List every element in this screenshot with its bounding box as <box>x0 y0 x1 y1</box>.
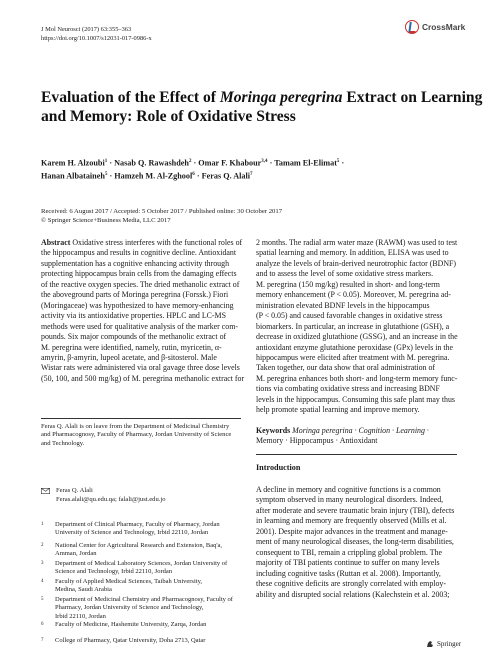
abstract-line: 2 months. The radial arm water maze (RAWM) was used to test <box>256 238 458 247</box>
corresponding-author: Feras Q. Alali <box>56 487 93 494</box>
abstract-line: spatial learning and memory. In addition, ELISA was used to <box>256 248 449 258</box>
affiliation-line: College of Pharmacy, Qatar University, Doha 2713, Qatar <box>55 637 206 644</box>
doi-link[interactable]: https://doi.org/10.1007/s12031-017-0986-x <box>41 35 152 42</box>
introduction-body <box>256 485 457 600</box>
author-affiliation-ref: 6 <box>192 172 195 178</box>
introduction-line: ability and disrupted social relations (Kalechstein et al. 2003; <box>256 589 450 599</box>
author-name: Hanan Albataineh <box>41 171 105 181</box>
publisher-name: Springer <box>437 640 462 648</box>
abstract-line: decrease in oxidized glutathione (GSSG), and an increase in the <box>256 332 458 342</box>
author-affiliation-ref: 5 <box>104 172 108 178</box>
author-name: Tamam El-Elimat <box>274 158 337 168</box>
affiliation-line: Department of Medical Laboratory Sciences, Jordan University of <box>55 560 228 567</box>
journal-citation: J Mol Neurosci (2017) 63:355–363 <box>41 26 132 33</box>
introduction-line: these cognitive deficits are strongly correlated with employ- <box>256 579 446 589</box>
abstract-line-text: amyrin, β-amyrin, lupeol acetate, and β-sitosterol. Male <box>41 352 217 362</box>
affiliation-number: 4 <box>41 579 44 584</box>
author-affiliation-ref: 1 <box>104 159 108 164</box>
affiliation-line: Faculty of Applied Medical Sciences, Taibah University, <box>55 578 203 585</box>
abstract <box>41 238 245 384</box>
abstract-line: biomarkers. In particular, an increase in glutathione (GSH), a <box>256 321 450 331</box>
abstract-line: tions via combating oxidative stress and increasing BDNF <box>256 384 440 394</box>
affiliation-item <box>41 637 241 645</box>
abstract-line-text: (50, 100, and 500 mg/kg) of M. peregrina methanolic extract for <box>41 373 245 383</box>
crossmark-icon <box>405 20 419 34</box>
author-affiliation-ref: 2 <box>188 159 192 164</box>
abstract-label: Abstract <box>41 238 71 247</box>
footnote <box>41 423 241 448</box>
abstract-line: Taken together, our data show that oral administration of <box>256 363 436 373</box>
abstract-line: hippocampus were elicited after treatment with M. peregrina. <box>256 352 450 362</box>
affiliation-line: Department of Medicinal Chemistry and Pharmacognosy, Faculty of <box>55 596 233 603</box>
crossmark-badge[interactable] <box>405 18 483 36</box>
abstract-line <box>41 311 241 321</box>
abstract-line-text: methods were used for qualitative analysis of the marker com- <box>41 321 238 331</box>
abstract-line: help promote spatial learning and improve memory. <box>256 405 420 415</box>
abstract-line <box>41 290 241 300</box>
author-separator: · <box>194 171 202 181</box>
abstract-line: memory enhancement (P < 0.05). Moreover, M. peregrina ad- <box>256 290 451 300</box>
affiliation-line: Irbid 22110, Jordan <box>55 612 106 620</box>
affiliation-item <box>41 578 241 595</box>
abstract-line-text: pounds. Six major compounds of the methanolic extract of <box>41 332 227 342</box>
introduction-line: after moderate and severe traumatic brain injury (TBI), defects <box>256 505 455 515</box>
introduction-line: 2001). Despite major advances in the treatment and manage- <box>256 526 448 536</box>
abstract-line <box>41 322 241 332</box>
footnote-line: and Technology. <box>41 439 85 447</box>
abstract-line <box>41 248 241 258</box>
abstract-line <box>41 259 241 269</box>
author-name: Omar F. Khabour <box>198 158 262 168</box>
author-separator: · <box>107 158 115 168</box>
affiliation-number: 2 <box>41 543 44 548</box>
affiliation-number: 1 <box>41 522 44 527</box>
affiliation-item <box>41 560 241 577</box>
abstract-line: antioxidant enzyme glutathione peroxidase (GPx) levels in the <box>256 342 453 352</box>
abstract-line <box>41 332 241 342</box>
footnote-line: Feras Q. Alali is on leave from the Department of Medicinal Chemistry <box>41 423 230 430</box>
abstract-line: (P < 0.05) and caused favorable changes in oxidative stress <box>256 311 443 321</box>
introduction-line: ment of many neurological diseases, the long-term disabilities, <box>256 537 454 547</box>
publication-dates: Received: 6 August 2017 / Accepted: 5 October 2017 / Published online: 30 October 2017 © Springer Science+Business Media, LLC 2017 <box>41 208 283 224</box>
affiliation-item <box>41 542 241 559</box>
affiliation-line: National Center for Agricultural Research and Extension, Baq'a, <box>55 542 223 549</box>
author-name: Hamzeh M. Al-Zghool <box>114 171 193 181</box>
abstract-line: ministration elevated BDNF levels in the hippocampus <box>256 300 430 310</box>
keywords: Keywords Moringa peregrina · Cognition · Learning · Memory · Hippocampus · Antioxidant <box>256 426 429 446</box>
article-title: Evaluation of the Effect of Moringa peregrina Extract on Learning and Memory: Role of Oxidative Stress <box>41 89 483 125</box>
affiliation-line: University of Science and Technology, Irbid 22110, Jordan <box>55 529 209 537</box>
author-name: Feras Q. Alali <box>201 171 251 181</box>
envelope-icon <box>41 488 50 494</box>
introduction-line: consequent to TBI, remain a crippling global problem. The <box>256 547 442 557</box>
affiliation-number: 6 <box>41 622 44 627</box>
affiliation-number: 3 <box>41 561 44 566</box>
abstract-line <box>41 373 245 384</box>
abstract-line-text: Wistar rats were administered via oral gavage three dose levels <box>41 363 240 373</box>
affiliation-item <box>41 621 241 629</box>
corresponding-emails[interactable]: Feras.alali@qu.edu.qa; falali@just.edu.jo <box>56 496 166 503</box>
footnote-line: and Pharmacognosy, Faculty of Pharmacy, Jordan University of Science <box>41 431 232 439</box>
abstract-line-text: (Moringaceae) was hypothesized to have memory-enhancing <box>41 300 234 310</box>
author-name: Karem H. Alzoubi <box>41 158 105 168</box>
author-affiliation-ref: 5 <box>336 159 340 164</box>
author-separator: · <box>267 158 275 168</box>
abstract-line-text: of the reactive oxygen species. The dried methanolic extract of <box>41 279 240 289</box>
abstract-line <box>41 301 241 311</box>
introduction-line: A decline in memory and cognitive functions is a common <box>256 485 441 494</box>
affiliation-item <box>41 596 241 621</box>
author-list <box>41 156 481 182</box>
publisher-mark <box>426 640 461 648</box>
introduction-line: in learning and memory are frequently observed (Mills et al. <box>256 516 447 526</box>
introduction-line: symptom observed in many neurological disorders. Indeed, <box>256 495 444 505</box>
springer-horse-icon <box>426 640 434 648</box>
author-separator: · <box>339 158 345 168</box>
affiliation-line: Amman, Jordan <box>55 550 97 558</box>
affiliation-line: Pharmacy, Jordan University of Science and Technology, <box>55 604 204 612</box>
affiliation-line: Faculty of Medicine, Hashemite University, Zarqa, Jordan <box>55 621 207 628</box>
crossmark-label: CrossMark <box>422 22 466 32</box>
abstract-line <box>41 363 241 373</box>
abstract-line: M. peregrina enhances both short- and long-term memory func- <box>256 373 458 383</box>
author-affiliation-ref: 3,4 <box>261 159 268 164</box>
abstract-line: levels in the hippocampus. Consuming this safe plant may thus <box>256 394 455 404</box>
affiliation-line: Medina, Saudi Arabia <box>55 586 112 594</box>
author-name: Nasab Q. Rawashdeh <box>114 158 189 168</box>
abstract-line: analyze the levels of brain-derived neurotrophic factor (BDNF) <box>256 258 457 268</box>
abstract-continued <box>256 238 457 416</box>
affiliation-line: Science and Technology, Irbid 22110, Jordan <box>55 568 172 576</box>
section-heading-introduction: Introduction <box>256 463 301 472</box>
abstract-line-text: supplementation has a cognitive enhancing activity through <box>41 258 230 268</box>
author-separator: · <box>191 158 199 168</box>
abstract-line <box>41 238 241 248</box>
abstract-line <box>41 269 241 279</box>
affiliation-line: Department of Clinical Pharmacy, Faculty of Pharmacy, Jordan <box>55 521 220 528</box>
introduction-line: majority of TBI patients continue to suffer on many levels <box>256 558 440 568</box>
abstract-line: and to assess the level of some oxidative stress markers. <box>256 269 434 279</box>
abstract-line: M. peregrina (150 mg/kg) resulted in short- and long-term <box>256 279 440 289</box>
author-affiliation-ref: 7 <box>250 172 253 178</box>
affiliation-number: 7 <box>41 638 44 643</box>
affiliation-number: 5 <box>41 597 44 602</box>
keywords-divider <box>256 454 457 455</box>
abstract-line-text: activity via its antioxidative properties. HPLC and LC-MS <box>41 311 226 321</box>
abstract-line-text: the aboveground parts of Moringa peregrina (Forssk.) Fiori <box>41 290 229 300</box>
abstract-line <box>41 280 241 290</box>
affiliation-item <box>41 521 241 538</box>
abstract-line-text: the hippocampus and results in cognitive decline. Antioxidant <box>41 248 237 258</box>
abstract-line-text: protecting hippocampus brain cells from the damaging effects <box>41 269 237 279</box>
author-separator: · <box>107 171 115 181</box>
abstract-line <box>41 353 241 363</box>
introduction-line: including cognitive tasks (Ruttan et al. 2008). Importantly, <box>256 568 441 578</box>
abstract-line-text: Oxidative stress interferes with the functional roles of <box>70 238 243 247</box>
abstract-line-text: M. peregrina were identified, namely, rutin, myricetin, α- <box>41 342 222 352</box>
footnote-divider <box>41 418 241 419</box>
abstract-line <box>41 343 241 353</box>
